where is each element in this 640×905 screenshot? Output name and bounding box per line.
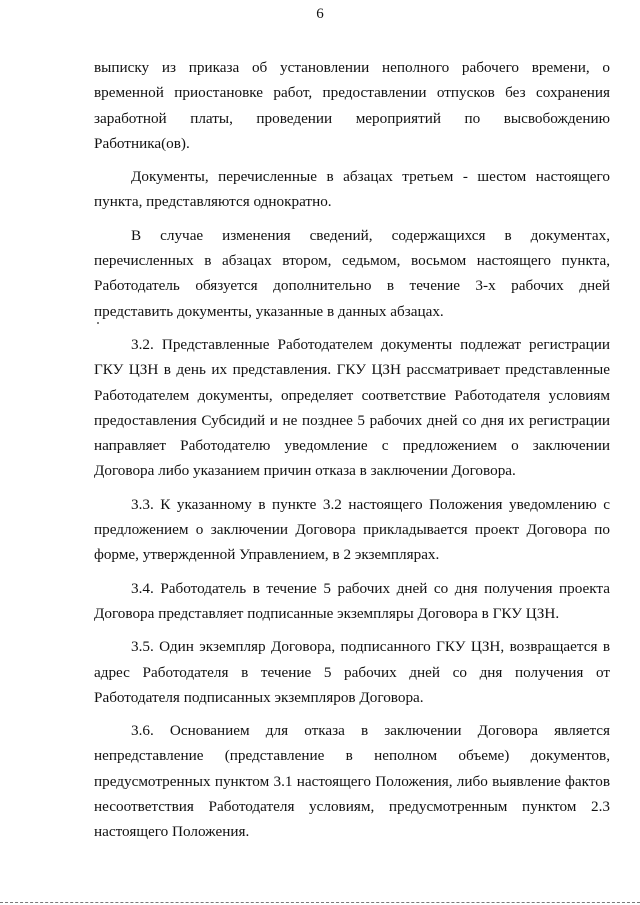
document-body [94, 55, 610, 853]
scan-bottom-edge [0, 902, 640, 903]
paragraph-continuation: выписку из приказа об установлении неполного рабочего времени, о временной приостановке работ, предоставлении отпусков без сохранения заработной платы, проведении мероприятий по высвобождению Работника(ов). [94, 59, 610, 152]
paragraph-changes: В случае изменения сведений, содержащихся в документах, перечисленных в абзацах втором, седьмом, восьмом настоящего пункта, Работодатель обязуется дополнительно в течение 3-х рабочих дней представить документы, указанные в данных абзацах. [94, 226, 610, 320]
paragraph-documents-once: Документы, перечисленные в абзацах третьем - шестом настоящего пункта, представляются однократно. [94, 168, 610, 211]
paragraph-3-4: 3.4. Работодатель в течение 5 рабочих дней со дня получения проекта Договора представляет подписанные экземпляры Договора в ГКУ ЦЗН. [94, 579, 610, 622]
paragraph-3-2: 3.2. Представленные Работодателем документы подлежат регистрации ГКУ ЦЗН в день их представления. ГКУ ЦЗН рассматривает представленные Работодателем документы, определяет соответствие Работодателя условиям предоставления Субсидий и не позднее 5 рабочих дней со дня их регистрации направляет Работодателю уведомление с предложением о заключении Договора либо указанием причин отказа в заключении Договора. [94, 335, 610, 480]
page-number: 6 [316, 6, 324, 22]
paragraph-3-3: 3.3. К указанному в пункте 3.2 настоящего Положения уведомлению с предложением о заключении Договора прикладывается проект Договора по форме, утвержденной Управлением, в 2 экземплярах. [94, 495, 610, 564]
paragraph-3-5: 3.5. Один экземпляр Договора, подписанного ГКУ ЦЗН, возвращается в адрес Работодателя в течение 5 рабочих дней со дня получения от Работодателя подписанных экземпляров Договора. [94, 638, 610, 706]
scan-speck [97, 322, 99, 324]
paragraph-3-6: 3.6. Основанием для отказа в заключении Договора является непредставление (представление в неполном объеме) документов, предусмотренных пунктом 3.1 настоящего Положения, либо выявление фактов несоответствия Работодателя условиям, предусмотренным пунктом 2.3 настоящего Положения. [94, 722, 610, 841]
